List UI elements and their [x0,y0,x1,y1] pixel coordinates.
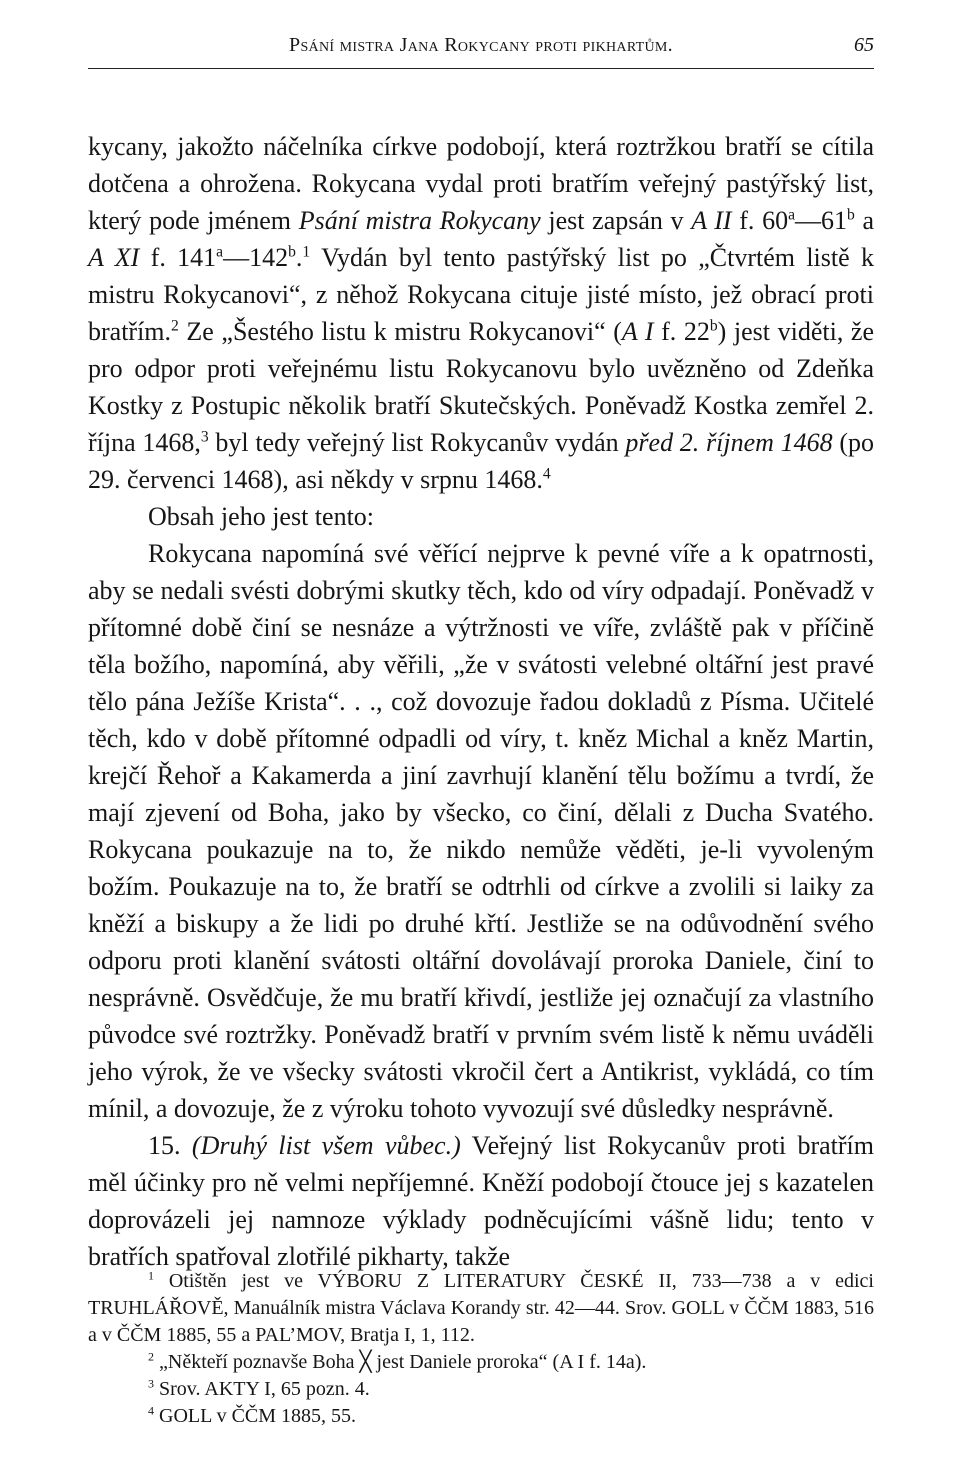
footnotes [88,1268,874,1430]
footnote-mark: 2 [148,1349,154,1364]
footnote-ref[interactable]: 2 [171,317,179,335]
text-run: kycany, jakožto náčelníka církve podobojí, která roztržkou bratří se cítila dotčena a ohrožena. Rokycana vydal proti bratřím veřejný pastýřský list, který pode jménem [88,132,874,235]
folio-superscript: b [288,243,296,261]
text-run: Veřejný list Rokycanův proti bratřím měl účinky pro ně velmi nepříjemné. Kněží podobojí čtouce jej s kazatelen doprovázeli jej namnoze výklady podněcujícími vášně lidu; tento v bratřích spatřoval zlotřilé pikharty, takže [88,1131,874,1271]
text-run: f. 141 [139,243,217,272]
manuscript-siglum: A II [691,206,732,235]
paragraph-4 [88,1127,874,1275]
footnote-ref[interactable]: 4 [542,465,551,483]
footnote-text: Srov. AKTY I, 65 pozn. 4. [154,1378,370,1400]
text-run: jest zapsán v [540,206,692,235]
text-run: f. 22 [653,317,710,346]
folio-superscript: b [709,317,718,335]
page-number: 65 [854,34,874,56]
footnote-text: GOLL v ČČM 1885, 55. [154,1405,357,1427]
italic-date: před 2. říjnem 1468 [625,428,833,457]
text-run: . [295,243,303,272]
footnote-ref[interactable]: 1 [302,243,311,261]
footnote-mark: 3 [148,1376,154,1391]
footnote-1 [88,1268,874,1349]
section-number: 15. [148,1131,192,1160]
manuscript-siglum: A I [621,317,654,346]
running-title: Psání mistra Jana Rokycany proti pikhartům. [289,34,673,56]
footnote-mark: 1 [148,1268,154,1283]
text-run: Vydán byl tento pastýřský list po „Čtvrtém listě k mistru Rokycanovi“, z něhož Rokycana cituje jisté místo, jež obrací proti bratřím. [88,243,875,346]
section-title: (Druhý list všem vůbec.) [191,1131,461,1160]
text-run: ) jest viděti, že pro odpor proti veřejnému listu Rokycanovu bylo uvězněno od Zdeňka Kostky z Postupic několik bratří Skutečských. Poněvadž Kostka zemřel 2. října 1468, [88,317,874,457]
folio-superscript: a [788,206,795,224]
paragraph-2: Obsah jeho jest tento: [148,502,375,531]
footnote-text: „Někteří poznavše Boha ╳ jest Daniele proroka“ (A I f. 14a). [154,1351,647,1373]
folio-superscript: a [216,243,224,261]
manuscript-siglum: A XI [88,243,140,272]
italic-title: Psání mistra Rokycany [298,206,541,235]
footnote-3 [88,1376,874,1403]
text-run: Ze „Šestého listu k mistru Rokycanovi“ ( [178,317,622,346]
paragraph-1 [88,128,874,498]
folio-superscript: b [847,206,855,224]
page-header [88,34,874,68]
text-run: f. 60 [731,206,789,235]
footnote-mark: 4 [148,1403,154,1418]
body-text [88,128,874,1275]
footnote-2 [88,1349,874,1376]
paragraph-3: Rokycana napomíná své věřící nejprve k pevné víře a k opatrnosti, aby se nedali svésti dobrými skutky těch, kdo od víry odpadají. Poněvadž v přítomné době činí se nesnáze a výtržnosti ve víře, zvláště pak v příčině těla božího, napomíná, aby věřili, „že v svátosti velebné oltářní jest pravé tělo pána Ježíše Krista“. . ., což dovozuje řadou dokladů z Písma. Učitelé těch, kdo v době přítomné odpadli od víry, t. kněz Michal a kněz Martin, krejčí Řehoř a Kakamerda a jiní zavrhují klanění tělu božímu a tvrdí, že mají zjevení od Boha, jako by všecko, co činí, dělali z Ducha Svatého. Rokycana poukazuje na to, že nikdo nemůže věděti, je-li vyvoleným božím. Poukazuje na to, že bratří se odtrhli od církve a zvolili si laiky za kněží a biskupy a že lidi po druhé křtí. Jestliže se na odůvodnění svého odporu proti klanění svátosti oltářní dovolávají proroka Daniele, činí to nesprávně. Osvědčuje, že mu bratří křivdí, jestliže jej označují za vlastního původce své roztržky. Poněvadž bratří v prvním svém listě k němu uváděli jeho výrok, že ve všecky svátosti vkročil čert a Antikrist, vykládá, co tím mínil, a dovozuje, že z výroku tohoto vyvozují své důsledky nesprávně. [88,539,874,1123]
text-run: (po 29. červenci 1468), asi někdy v srpnu 1468. [88,428,874,494]
text-run: —142 [223,243,289,272]
footnote-4 [88,1403,874,1430]
header-rule [88,68,874,69]
text-run: byl tedy veřejný list Rokycanův vydán [208,428,626,457]
footnote-ref[interactable]: 3 [200,428,209,446]
text-run: a [854,206,874,235]
footnote-text: Otištěn jest ve VÝBORU Z LITERATURY ČESKÉ II, 733—738 a v edici TRUHLÁŘOVĚ, Manuálník mistra Václava Korandy str. 42—44. Srov. GOLL v ČČM 1883, 516 a v ČČM 1885, 55 a PAL’MOV, Bratja I, 1, 112. [88,1270,874,1346]
text-run: —61 [795,206,847,235]
